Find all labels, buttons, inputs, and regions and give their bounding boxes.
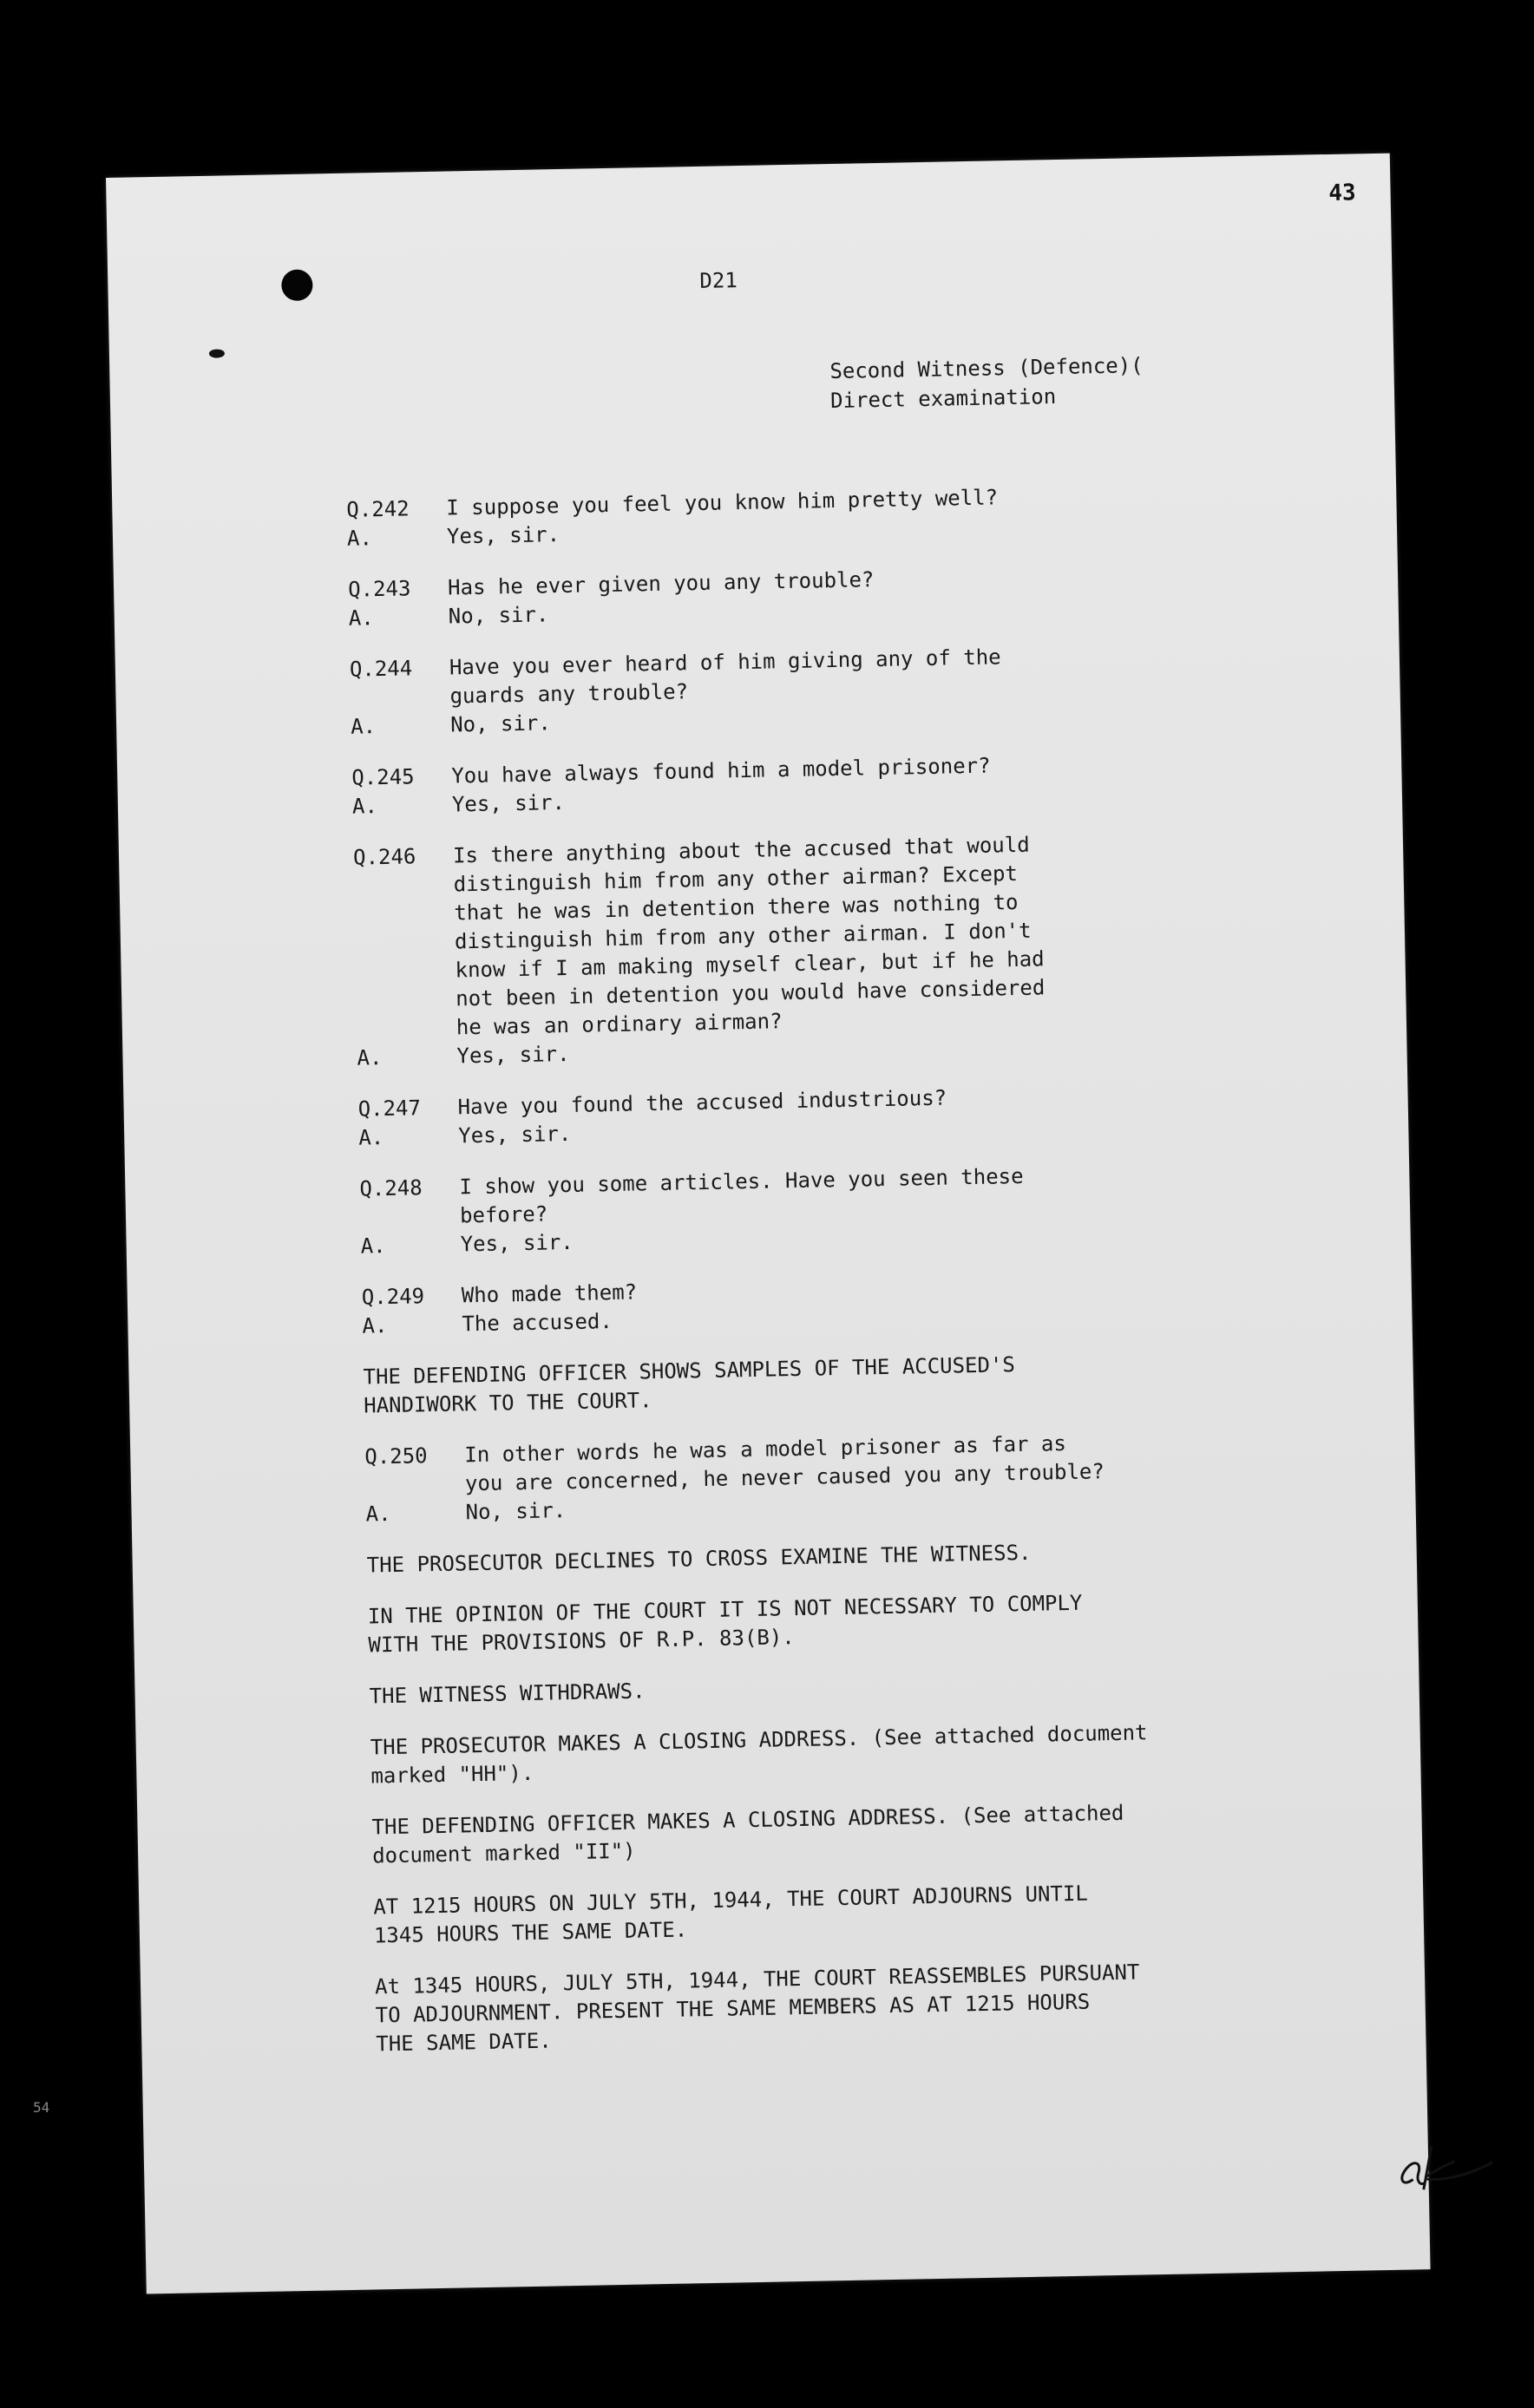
- question-text: Have you ever heard of him giving any of the guards any trouble?: [449, 645, 1001, 709]
- question-label: Q.243: [347, 576, 411, 602]
- question-text: I show you some articles. Have you seen these before?: [459, 1163, 1024, 1228]
- exchange-248: [359, 1156, 1341, 1261]
- statement-adjournment: AT 1215 HOURS ON JULY 5TH, 1944, THE COURT ADJOURNS UNTIL 1345 HOURS THE SAME DATE.: [373, 1881, 1089, 1948]
- witness-header-line2: Direct examination: [829, 384, 1057, 414]
- question-label: Q.248: [359, 1175, 423, 1201]
- answer-text: No, sir.: [449, 710, 552, 737]
- question-text: You have always found him a model prisoner?: [451, 753, 991, 788]
- page-number: 43: [1328, 180, 1356, 206]
- answer-label: A.: [348, 605, 374, 631]
- answer-label: A.: [350, 714, 377, 739]
- statement-defence-closing: THE DEFENDING OFFICER MAKES A CLOSING ADDRESS. (See attached document marked "II"): [371, 1800, 1124, 1868]
- question-text: Has he ever given you any trouble?: [447, 567, 875, 600]
- exchange-249: [362, 1265, 1343, 1341]
- exchange-242: [346, 477, 1328, 553]
- statement-prosecutor-closing: THE PROSECUTOR MAKES A CLOSING ADDRESS. (See attached document marked "HH").: [370, 1720, 1148, 1789]
- question-label: Q.245: [351, 764, 415, 790]
- witness-header-line1: Second Witness (Defence)(: [829, 353, 1144, 384]
- question-text: I suppose you feel you know him pretty well?: [446, 485, 999, 520]
- witness-header: [829, 350, 1144, 416]
- answer-text: Yes, sir.: [456, 1041, 570, 1069]
- statement-court-opinion: IN THE OPINION OF THE COURT IT IS NOT NECESSARY TO COMPLY WITH THE PROVISIONS OF R.P. 83(B).: [367, 1590, 1083, 1658]
- ink-speck: [209, 349, 225, 357]
- exchange-244: [350, 637, 1332, 742]
- exchange-246: [353, 825, 1338, 1073]
- answer-label: A.: [358, 1125, 384, 1150]
- answer-text: Yes, sir.: [451, 789, 566, 817]
- question-label: Q.250: [364, 1443, 428, 1469]
- question-text: Have you found the accused industrious?: [457, 1085, 947, 1120]
- question-text: In other words he was a model prisoner as far as you are concerned, he never caused you any trouble?: [464, 1431, 1105, 1496]
- question-text: Who made them?: [461, 1279, 638, 1308]
- exchange-243: [348, 557, 1329, 633]
- answer-text: Yes, sir.: [446, 522, 560, 549]
- answer-label: A.: [351, 794, 378, 819]
- answer-label: A.: [357, 1045, 383, 1070]
- answer-text: Yes, sir.: [460, 1229, 574, 1257]
- answer-text: Yes, sir.: [458, 1121, 572, 1148]
- answer-text: No, sir.: [448, 602, 549, 629]
- answer-label: A.: [362, 1313, 388, 1338]
- exchange-250: [364, 1424, 1347, 1529]
- document-code: D21: [699, 268, 738, 293]
- exchange-247: [357, 1076, 1339, 1153]
- transcript-body: [346, 477, 1357, 2081]
- exchange-245: [351, 745, 1333, 821]
- question-label: Q.249: [361, 1284, 425, 1310]
- answer-text: The accused.: [462, 1309, 613, 1337]
- signature-initials: [1393, 2138, 1498, 2201]
- statement-prosecutor-declines: THE PROSECUTOR DECLINES TO CROSS EXAMINE THE WITNESS.: [366, 1540, 1032, 1578]
- answer-label: A.: [346, 526, 373, 551]
- question-label: Q.246: [352, 844, 416, 870]
- answer-label: A.: [365, 1501, 391, 1527]
- statement-witness-withdraws: THE WITNESS WITHDRAWS.: [369, 1678, 646, 1709]
- statement-reassembly: At 1345 HOURS, JULY 5TH, 1944, THE COURT REASSEMBLES PURSUANT TO ADJOURNMENT. PRESENT THE SAME MEMBERS AS AT 1215 HOURS THE SAME DATE.: [374, 1960, 1140, 2057]
- answer-text: No, sir.: [465, 1498, 567, 1525]
- question-label: Q.244: [349, 656, 413, 682]
- punch-hole: [281, 269, 313, 301]
- statement-handiwork: THE DEFENDING OFFICER SHOWS SAMPLES OF THE ACCUSED'S HANDIWORK TO THE COURT.: [363, 1352, 1016, 1418]
- question-text: Is there anything about the accused that would distinguish him from any other airman? Except that he was in detention there was nothing to distinguish him from any other airman. I don't know if I am making myself clear, but if he had not been in detention you would have considered he was an ordinary airman?: [452, 832, 1046, 1040]
- margin-mark: 54: [33, 2099, 50, 2116]
- question-label: Q.247: [357, 1096, 422, 1122]
- answer-label: A.: [360, 1233, 386, 1259]
- question-label: Q.242: [346, 496, 410, 522]
- document-page: [106, 154, 1431, 2294]
